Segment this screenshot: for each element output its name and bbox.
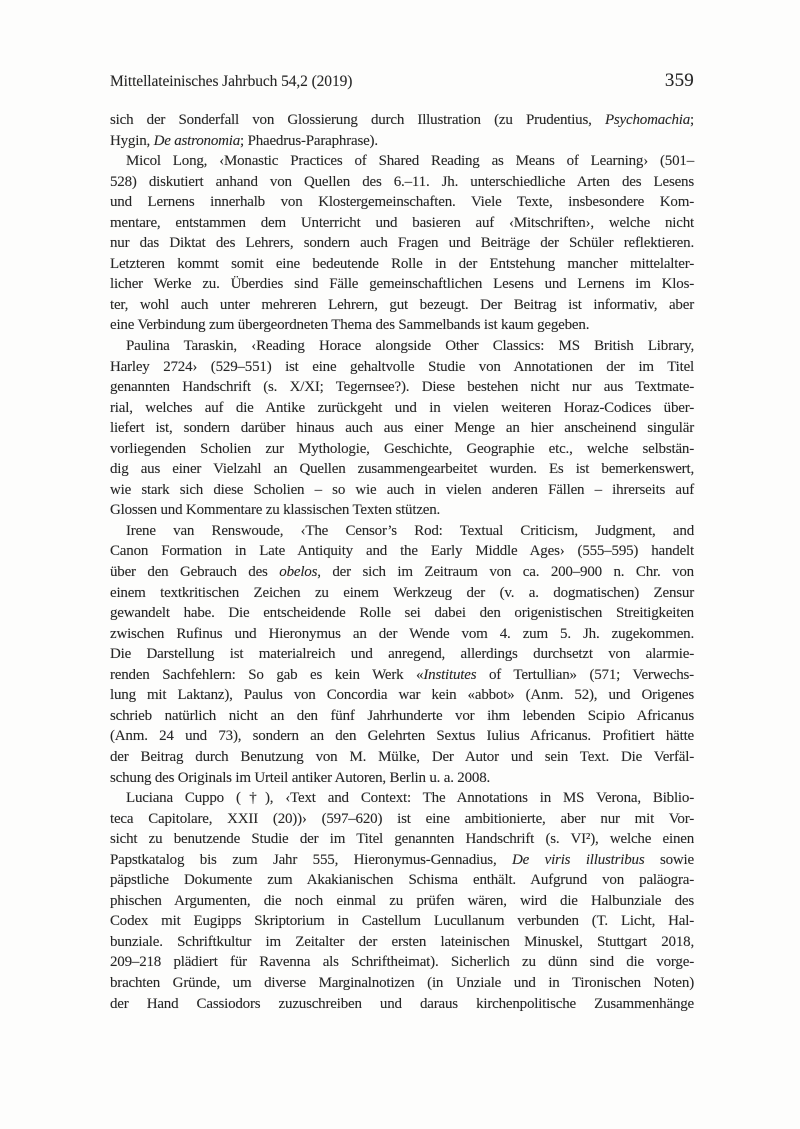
paragraph <box>110 110 694 151</box>
text-line <box>110 357 694 378</box>
text-segment: einem textkritischen Zeichen zu einem Werkzeug der (v. a. dogmatischen) Zensur <box>110 584 694 601</box>
text-line <box>110 541 694 562</box>
text-line <box>110 151 694 172</box>
text-segment: nur das Diktat des Lehrers, sondern auch Fragen und Beiträge der Schüler reflektieren. <box>110 235 694 252</box>
text-line <box>110 624 694 645</box>
text-segment: der Hand Cassiodors zuzuschreiben und daraus kirchenpolitische Zusammenhänge <box>110 995 694 1012</box>
text-line <box>110 932 694 953</box>
text-line <box>110 644 694 665</box>
paragraph <box>110 788 694 1014</box>
text-segment: 209–218 plädiert für Ravenna als Schriftheimat). Sicherlich zu dünn sind die vorge- <box>110 954 694 971</box>
italic-text: obelos <box>279 564 318 581</box>
text-segment: Canon Formation in Late Antiquity and the Early Middle Ages› (555–595) handelt <box>110 543 694 560</box>
text-line <box>110 110 694 131</box>
text-line <box>110 911 694 932</box>
text-segment: wie stark sich diese Scholien – so wie auch in vielen anderen Fällen – ihrerseits auf <box>110 481 694 498</box>
text-line <box>110 994 694 1015</box>
text-segment: rial, welches auf die Antike zurückgeht und in vielen weiteren Horaz-Codices über- <box>110 399 694 416</box>
page-number: 359 <box>664 70 694 91</box>
text-segment: bunziale. Schriftkultur im Zeitalter der ersten lateinischen Minuskel, Stuttgart 2018, <box>110 933 694 950</box>
text-segment: Papstkatalog bis zum Jahr 555, Hieronymus-Gennadius, <box>110 851 513 868</box>
text-segment: Irene van Renswoude, ‹The Censor’s Rod: Textual Criticism, Judgment, and <box>126 522 694 539</box>
text-segment: Harley 2724› (529–551) ist eine gehaltvolle Studie von Annotationen der im Titel <box>110 358 694 375</box>
text-segment: gewandelt habe. Die entscheidende Rolle sei dabei den origenistischen Streitigkeiten <box>110 605 694 622</box>
text-segment: sowie <box>644 851 694 868</box>
text-line <box>110 192 694 213</box>
text-line <box>110 500 694 521</box>
text-segment: eine Verbindung zum übergeordneten Thema des Sammelbands ist kaum gegeben. <box>110 317 590 334</box>
text-segment: schung des Originals im Urteil antiker Autoren, Berlin u. a. 2008. <box>110 769 491 786</box>
text-line <box>110 213 694 234</box>
text-line <box>110 809 694 830</box>
text-line <box>110 706 694 727</box>
running-head <box>110 70 694 92</box>
italic-text: Institutes <box>423 666 477 683</box>
italic-text: De astronomia <box>153 132 241 149</box>
text-segment: päpstliche Dokumente zum Akakianischen Schisma enthält. Aufgrund von paläogra- <box>110 872 694 889</box>
text-line <box>110 398 694 419</box>
text-line <box>110 952 694 973</box>
text-line <box>110 665 694 686</box>
text-segment: ter, wohl auch unter mehreren Lehrern, gut bezeugt. Der Beitrag ist informativ, aber <box>110 296 694 313</box>
text-line <box>110 685 694 706</box>
text-line <box>110 850 694 871</box>
text-segment: (Anm. 24 und 73), sondern an den Gelehrten Sextus Iulius Africanus. Profitiert hätte <box>110 728 694 745</box>
text-line <box>110 418 694 439</box>
text-segment: renden Sachfehlern: So gab es kein Werk « <box>110 666 424 683</box>
text-line <box>110 254 694 275</box>
text-line <box>110 870 694 891</box>
text-line <box>110 788 694 809</box>
journal-title: Mittellateinisches Jahrbuch 54,2 (2019) <box>110 73 353 90</box>
text-line <box>110 521 694 542</box>
text-line <box>110 891 694 912</box>
text-segment: Letzteren kommt somit eine bedeutende Rolle in der Entstehung mancher mittelalter- <box>110 255 694 272</box>
text-line <box>110 233 694 254</box>
text-segment: Die Darstellung ist materialreich und anregend, allerdings durchsetzt von alarmie- <box>110 646 694 663</box>
text-segment: lung mit Laktanz), Paulus von Concordia war kein «abbot» (Anm. 52), und Origenes <box>110 687 694 704</box>
text-segment: licher Werke zu. Überdies sind Fälle gemeinschaftlichen Lesens und Lernens im Klos- <box>110 276 694 293</box>
text-segment: mentare, entstammen dem Unterricht und basieren auf ‹Mitschriften›, welche nicht <box>110 214 694 231</box>
text-segment: ; Phaedrus-Paraphrase). <box>240 132 378 149</box>
text-segment: , der sich im Zeitraum von ca. 200–900 n. Chr. von <box>317 564 694 581</box>
italic-text: Psychomachia <box>604 112 691 128</box>
text-line <box>110 973 694 994</box>
text-segment: Paulina Taraskin, ‹Reading Horace alongside Other Classics: MS British Library, <box>126 338 694 355</box>
text-line <box>110 726 694 747</box>
text-line <box>110 439 694 460</box>
text-line <box>110 829 694 850</box>
text-segment: Hygin, <box>110 132 154 149</box>
text-segment: brachten Gründe, um diverse Marginalnotizen (in Unziale und in Tironischen Noten) <box>110 974 694 991</box>
text-segment: der Beitrag durch Benutzung von M. Mülke, Der Autor und sein Text. Die Verfäl- <box>110 748 694 765</box>
text-line <box>110 336 694 357</box>
text-segment: phischen Argumenten, die noch einmal zu prüfen wären, wird die Halbunziale des <box>110 892 694 909</box>
paragraph <box>110 151 694 336</box>
text-segment: sicht zu benutzende Studie der im Titel genannten Handschrift (s. VI²), welche einen <box>110 831 694 848</box>
text-line <box>110 603 694 624</box>
text-segment: of Tertullian» (571; Verwechs- <box>476 666 694 683</box>
text-segment: dig aus einer Vielzahl an Quellen zusammengearbeitet wurden. Es ist bemerkenswert, <box>110 461 694 478</box>
text-segment: genannten Handschrift (s. X/XI; Tegernsee?). Diese bestehen nicht nur aus Textmate- <box>110 379 694 396</box>
text-segment: vorliegenden Scholien zur Mythologie, Geschichte, Geographie etc., welche selbstän- <box>110 440 694 457</box>
text-segment: Micol Long, ‹Monastic Practices of Shared Reading as Means of Learning› (501– <box>126 153 694 170</box>
text-segment: 528) diskutiert anhand von Quellen des 6.–11. Jh. unterschiedliche Arten des Lesens <box>110 173 694 190</box>
text-segment: teca Capitolare, XXII (20))› (597–620) ist eine ambitionierte, aber nur mit Vor- <box>110 810 694 827</box>
text-line <box>110 377 694 398</box>
text-line <box>110 459 694 480</box>
text-line <box>110 131 694 152</box>
text-segment: liefert ist, sondern darüber hinaus auch aus einer Menge an hier anscheinend singulär <box>110 420 694 437</box>
text-segment: und Lernens innerhalb von Klostergemeinschaften. Viele Texte, insbesondere Kom- <box>110 194 694 211</box>
paragraph <box>110 336 694 521</box>
text-segment: Codex mit Eugipps Skriptorium in Castellum Lucullanum verbunden (T. Licht, Hal- <box>110 913 694 930</box>
text-segment: über den Gebrauch des <box>110 564 280 581</box>
text-line <box>110 747 694 768</box>
text-segment: Glossen und Kommentare zu klassischen Texten stützen. <box>110 502 441 519</box>
text-segment: ; <box>690 112 694 128</box>
text-block <box>110 110 694 1014</box>
text-line <box>110 768 694 789</box>
text-segment: zwischen Rufinus und Hieronymus an der Wende vom 4. zum 5. Jh. zugekommen. <box>110 625 694 642</box>
text-segment: schrieb natürlich nicht an den fünf Jahrhunderte vor ihm lebenden Scipio Africanus <box>110 707 694 724</box>
text-line <box>110 315 694 336</box>
italic-text: De viris illustribus <box>512 851 645 868</box>
text-line <box>110 583 694 604</box>
text-line <box>110 172 694 193</box>
text-line <box>110 274 694 295</box>
text-line <box>110 562 694 583</box>
text-segment: Luciana Cuppo (†), ‹Text and Context: The Annotations in MS Verona, Biblio- <box>126 790 694 807</box>
text-segment: sich der Sonderfall von Glossierung durch Illustration (zu Prudentius, <box>110 112 605 128</box>
paragraph <box>110 521 694 788</box>
text-line <box>110 295 694 316</box>
text-line <box>110 480 694 501</box>
